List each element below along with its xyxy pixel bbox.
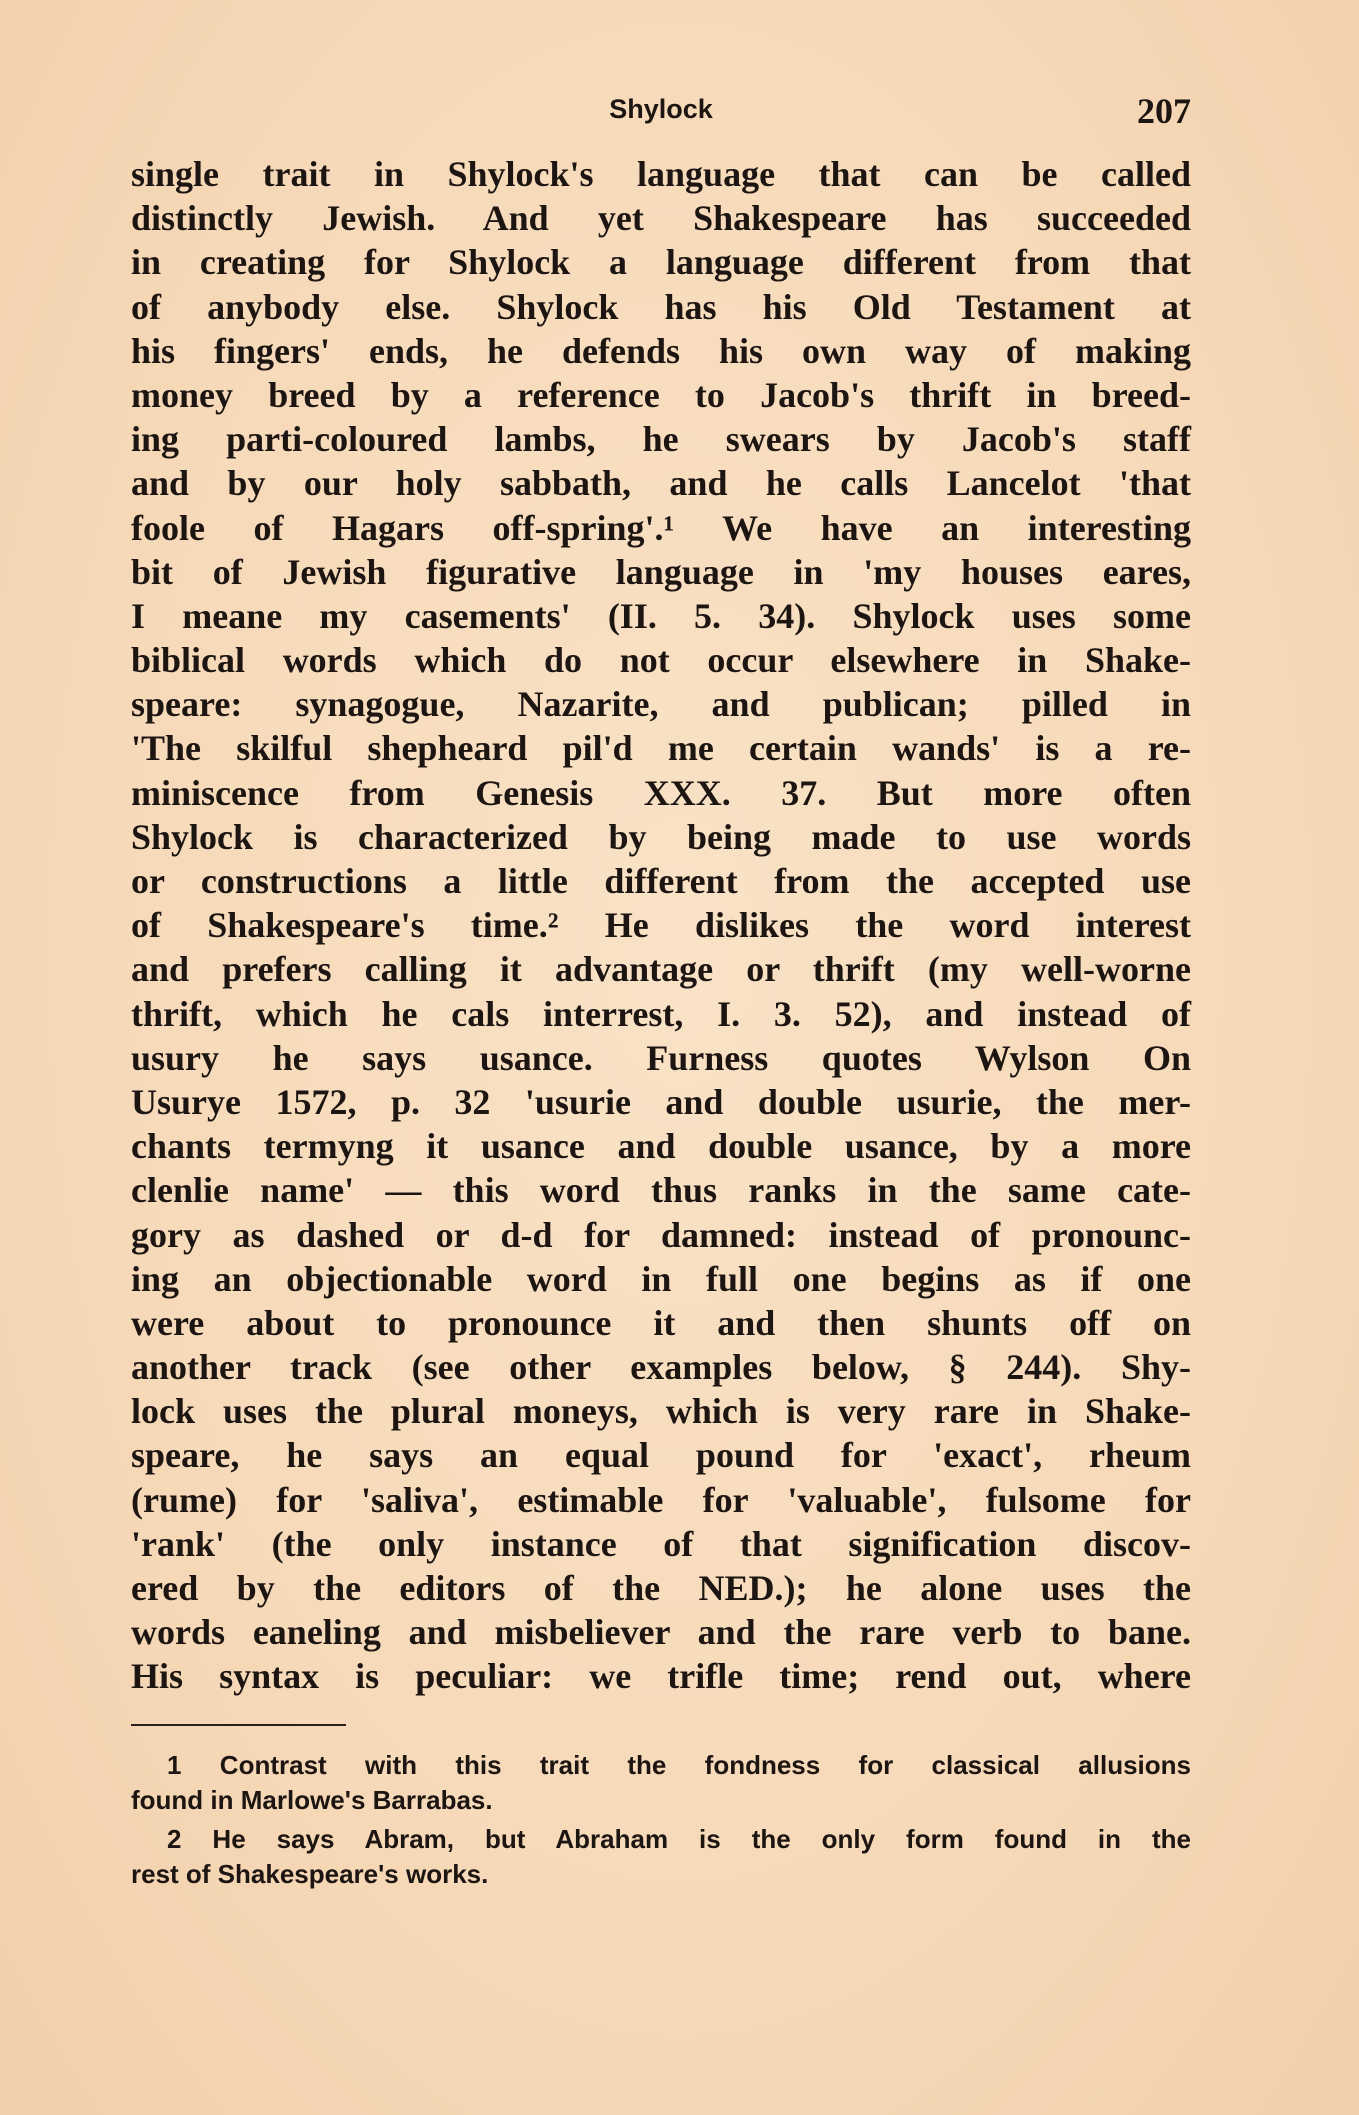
- text-line: biblical words which do not occur elsewhere in Shake-: [131, 640, 1191, 681]
- text-line: his fingers' ends, he defends his own way of making: [131, 330, 1191, 371]
- text-line: ered by the editors of the NED.); he alone uses the: [131, 1568, 1191, 1608]
- footnotes: [131, 1748, 1191, 1892]
- text-line: usury he says usance. Furness quotes Wylson On: [131, 1037, 1191, 1078]
- text-line: 'The skilful shepheard pil'd me certain wands' is a re-: [131, 728, 1191, 769]
- text-line: Usurye 1572, p. 32 'usurie and double usurie, the mer-: [131, 1081, 1191, 1122]
- text-line: in creating for Shylock a language different from that: [131, 242, 1191, 283]
- text-line: and prefers calling it advantage or thrift (my well-worne: [131, 949, 1191, 990]
- text-line: clenlie name' — this word thus ranks in the same cate-: [131, 1170, 1191, 1211]
- text-line: distinctly Jewish. And yet Shakespeare has succeeded: [131, 198, 1191, 239]
- text-line: were about to pronounce it and then shunts off on: [131, 1302, 1191, 1343]
- text-line: bit of Jewish figurative language in 'my houses eares,: [131, 551, 1191, 592]
- text-line: ing parti-coloured lambs, he swears by Jacob's staff: [131, 419, 1191, 460]
- footnote-rule: [131, 1724, 346, 1726]
- text-line: His syntax is peculiar: we trifle time; rend out, where: [131, 1656, 1191, 1697]
- text-line: I meane my casements' (II. 5. 34). Shylock uses some: [131, 595, 1191, 636]
- text-line: another track (see other examples below, § 244). Shy-: [131, 1347, 1191, 1388]
- text-line: and by our holy sabbath, and he calls Lancelot 'that: [131, 463, 1191, 504]
- body-text: [131, 152, 1191, 1699]
- text-line: 'rank' (the only instance of that signification discov-: [131, 1523, 1191, 1564]
- text-line: ing an objectionable word in full one begins as if one: [131, 1258, 1191, 1299]
- text-line: lock uses the plural moneys, which is very rare in Shake-: [131, 1391, 1191, 1432]
- running-head-title: Shylock: [609, 94, 713, 124]
- text-line: of Shakespeare's time.² He dislikes the word interest: [131, 905, 1191, 946]
- footnote-2-line: 2 He says Abram, but Abraham is the only form found in the: [167, 1823, 1191, 1854]
- book-page: [131, 90, 1191, 1892]
- text-line: of anybody else. Shylock has his Old Testament at: [131, 286, 1191, 327]
- text-line: Shylock is characterized by being made to use words: [131, 816, 1191, 857]
- text-line: (rume) for 'saliva', estimable for 'valuable', fulsome for: [131, 1479, 1191, 1520]
- text-line: single trait in Shylock's language that can be called: [131, 154, 1191, 194]
- text-line: money breed by a reference to Jacob's thrift in breed-: [131, 374, 1191, 415]
- text-line: gory as dashed or d-d for damned: instead of pronounc-: [131, 1214, 1191, 1255]
- footnote-1-line: 1 Contrast with this trait the fondness for classical allusions: [167, 1749, 1191, 1780]
- text-line: or constructions a little different from the accepted use: [131, 861, 1191, 901]
- text-line: foole of Hagars off-spring'.¹ We have an interesting: [131, 507, 1191, 548]
- text-line: speare, he says an equal pound for 'exact', rheum: [131, 1435, 1191, 1476]
- text-line: thrift, which he cals interrest, I. 3. 52), and instead of: [131, 993, 1191, 1034]
- footnote-1-line: found in Marlowe's Barrabas.: [131, 1784, 493, 1815]
- text-line: chants termyng it usance and double usance, by a more: [131, 1126, 1191, 1167]
- text-line: words eaneling and misbeliever and the rare verb to bane.: [131, 1612, 1191, 1653]
- text-line: speare: synagogue, Nazarite, and publican; pilled in: [131, 684, 1191, 725]
- running-head: [131, 90, 1191, 142]
- page-number: 207: [1137, 91, 1191, 131]
- text-line: miniscence from Genesis XXX. 37. But more often: [131, 772, 1191, 813]
- footnote-2-line: rest of Shakespeare's works.: [131, 1858, 489, 1889]
